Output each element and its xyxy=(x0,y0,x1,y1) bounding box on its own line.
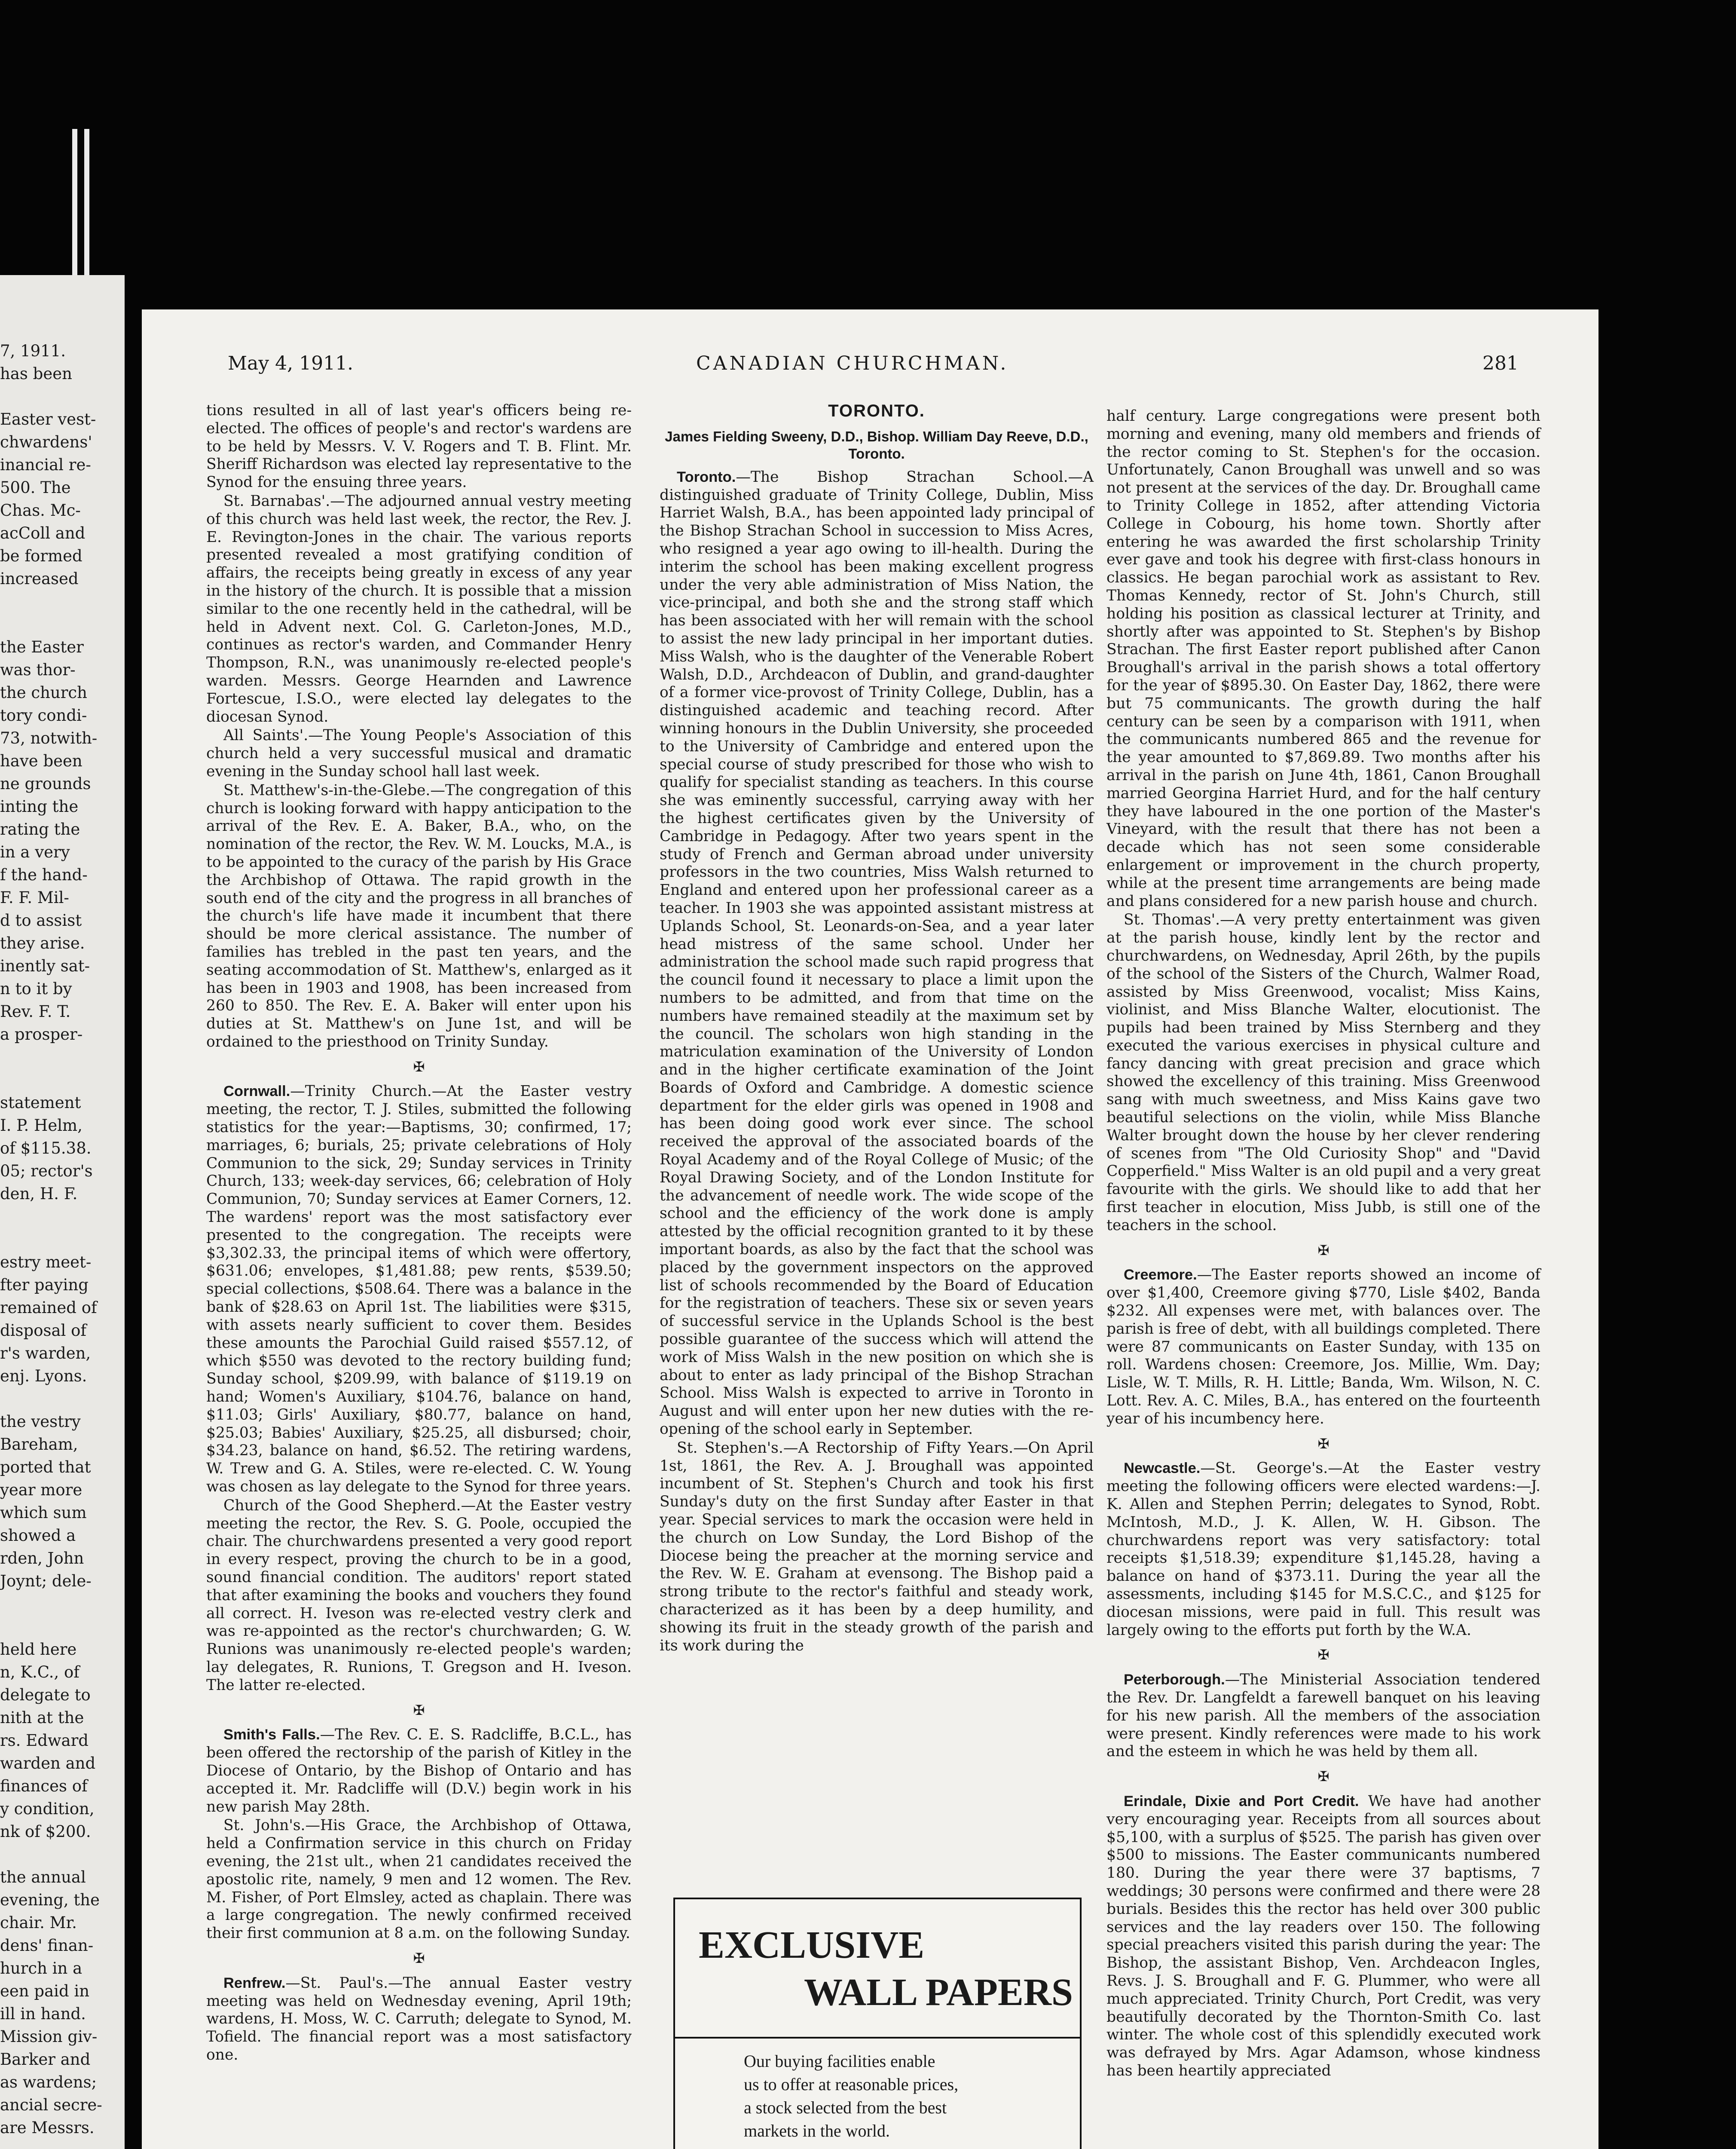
ad-body-line: us to offer at reasonable prices, xyxy=(744,2075,959,2094)
facing-page-line: in a very xyxy=(0,843,70,861)
facing-page-line: finances of xyxy=(0,1777,88,1795)
facing-page-line: of $115.38. xyxy=(0,1139,92,1157)
facing-page-line: remained of xyxy=(0,1298,97,1317)
article-lead: Cornwall. xyxy=(223,1083,290,1100)
facing-page-line: Rev. F. T. xyxy=(0,1002,71,1021)
facing-page-line: rden, John xyxy=(0,1549,84,1567)
facing-page-line: ported that xyxy=(0,1458,91,1476)
facing-page-line: ancial secre- xyxy=(0,2096,102,2114)
facing-page-line: warden and xyxy=(0,1754,96,1772)
article-paragraph: Renfrew.—St. Paul's.—The annual Easter vestry meeting was held on Wednesday evening, April 19th; wardens, H. Moss, W. C. Carruth; delegate to Synod, M. Tofield. The financial report was a most satisfactory one. xyxy=(206,1974,632,2063)
ad-body xyxy=(744,2050,1045,2149)
facing-page-line: r's warden, xyxy=(0,1344,91,1362)
facing-page-line: chwardens' xyxy=(0,433,92,451)
ad-headline: EXCLUSIVE xyxy=(699,1924,925,1966)
column-1 xyxy=(206,402,632,2065)
article-lead: Creemore. xyxy=(1124,1267,1197,1283)
article-paragraph: St. Barnabas'.—The adjourned annual vestry meeting of this church was held last week, the rector, the Rev. J. E. Revington-Jones in the chair. The various reports presented revealed a most gratifying condition of affairs, the receipts being greatly in excess of any year in the history of the church. It is possible that a mission similar to the one recently held in the cathedral, will be held in Advent next. Col. G. Carleton-Jones, M.D., continues as rector's warden, and Commander Henry Thompson, R.N., was unanimously re-elected people's warden. Messrs. George Hearnden and Lawrence Fortescue, I.S.O., were elected lay delegates to the diocesan Synod. xyxy=(206,492,632,726)
article-lead: Newcastle. xyxy=(1124,1460,1201,1477)
facing-page-line: y condition, xyxy=(0,1800,95,1818)
facing-page-line: een paid in xyxy=(0,1982,90,2000)
facing-page-line: Joynt; dele- xyxy=(0,1572,92,1590)
facing-page-line: disposal of xyxy=(0,1321,87,1340)
facing-page-line: n to it by xyxy=(0,980,72,998)
facing-page-line: 05; rector's xyxy=(0,1162,93,1180)
facing-page-line: n, K.C., of xyxy=(0,1663,79,1681)
facing-page-line: inently sat- xyxy=(0,957,90,975)
facing-page-line: chair. Mr. xyxy=(0,1913,77,1932)
facing-page-line: acColl and xyxy=(0,524,86,542)
article-paragraph: Toronto.—The Bishop Strachan School.—A distinguished graduate of Trinity College, Dublin, Miss Harriet Walsh, B.A., has been appointed lady principal of the Bishop Strachan School in succession to Miss Acres, who resigned a year ago owing to ill-health. During the interim the school has been making excellent progress under the very able administration of Miss Nation, the vice-principal, and both she and the strong staff which has been associated with her will remain with the school to assist the new lady principal in her important duties. Miss Walsh, who is the daughter of the Venerable Robert Walsh, D.D., Archdeacon of Dublin, and grand-daughter of a former vice-provost of Trinity College, Dublin, has a distinguished academic and teaching record. After winning honours in the Dublin University, she proceeded to the University of Cambridge and entered upon the special course of study prescribed for those who wish to qualify for specialist standing as teachers. In this course she was eminently successful, carrying away with her the highest certificates given by the University of Cambridge in Pedagogy. After two years spent in the study of French and German abroad under university professors in the two countries, Miss Walsh returned to England and entered upon her professional career as a teacher. In 1903 she was appointed assistant mistress at Uplands School, St. Leonards-on-Sea, and a year later head mistress of the same school. Under her administration the school made such rapid progress that the council found it necessary to place a limit upon the numbers to be admitted, and from that time on the numbers have remained steadily at the maximum set by the council. The scholars won high standing in the matriculation examination of the University of London and in the higher certificate examination of the Joint Boards of Oxford and Cambridge. A domestic science department for the elder girls was opened in 1908 and has been doing good work ever since. The school received the approval of the associated boards of the Royal Academy and of the Royal College of Music; of the Royal Drawing Society, and of the London Institute for the advancement of needle work. The wide scope of the school and the efficiency of the work done is amply attested by the official recognition granted to it by these important boards, as also by the fact that the school was placed by the government inspectors on the approved list of schools recommended by the Board of Education for the registration of teachers. These six or seven years of successful service in the Uplands School is the best possible guarantee of the success which will attend the work of Miss Walsh in the new position on which she is about to enter as lady principal of the Bishop Strachan School. Miss Walsh is expected to arrive in Toronto in August and will enter upon her new duties with the re-opening of the school early in September. xyxy=(660,468,1094,1438)
facing-page-line: nk of $200. xyxy=(0,1822,91,1841)
article-paragraph: tions resulted in all of last year's officers being re-elected. The offices of people's and rector's wardens are to be held by Messrs. V. V. Rogers and T. B. Flint. Mr. Sheriff Richardson was elected lay representative to the Synod for the ensuing three years. xyxy=(206,402,632,491)
facing-page-line: 7, 1911. xyxy=(0,342,66,360)
ad-headline: WALL PAPERS xyxy=(804,1971,1073,2014)
article-paragraph: Peterborough.—The Ministerial Association tendered the Rev. Dr. Langfeldt a farewell banquet on his leaving for his new parish. All the members of the association were present. Kindly references were made to his work and the esteem in which he was held by them all. xyxy=(1106,1671,1540,1760)
binder-bar xyxy=(84,129,89,275)
facing-page-line: rating the xyxy=(0,820,80,839)
column-2 xyxy=(660,400,1094,1656)
article-paragraph: half century. Large congregations were present both morning and evening, many old members and friends of the rector coming to St. Stephen's for the occasion. Unfortunately, Canon Broughall was unwell and so was not present at the services of the day. Dr. Broughall came to Trinity College in 1852, after attending Victoria College in Cobourg, his home town. Shortly after entering he was awarded the first scholarship Trinity ever gave and took his degree with first-class honours in classics. He began parochial work as assistant to Rev. Thomas Kennedy, rector of St. John's Church, still holding his position as classical lecturer at Trinity, and shortly after was appointed to St. Stephen's by Bishop Strachan. The first Easter report published after Canon Broughall's arrival in the parish shows a total offertory for the year of $895.30. On Easter Day, 1862, there were but 75 communicants. The growth during the half century can be seen by a comparison with 1911, when the communicants numbered 865 and the revenue for the year amounted to $7,869.89. Two months after his arrival in the parish on June 4th, 1861, Canon Broughall married Georgina Harriet Hurd, and for the half century they have laboured in the one portion of the Master's Vineyard, with the result that there has not been a decade which has not seen some considerable enlargement or improvement in the church property, while at the present time arrangements are being made and plans considered for a new parish house and church. xyxy=(1106,407,1540,910)
facing-page-line: hurch in a xyxy=(0,1959,83,1978)
ornament: ✠ xyxy=(413,1058,425,1075)
facing-page-line: dens' finan- xyxy=(0,1936,94,1955)
article-paragraph: Smith's Falls.—The Rev. C. E. S. Radcliffe, B.C.L., has been offered the rectorship of the parish of Kitley in the Diocese of Ontario, by the Bishop of Ontario and has accepted it. Mr. Radcliffe will (D.V.) begin work in his new parish May 28th. xyxy=(206,1726,632,1815)
facing-page-line: enj. Lyons. xyxy=(0,1367,87,1385)
facing-page-line: statement xyxy=(0,1093,81,1112)
facing-page-line: year more xyxy=(0,1481,83,1499)
facing-page-line: held here xyxy=(0,1640,77,1659)
facing-page-line: F. F. Mil- xyxy=(0,888,69,907)
facing-page-line: they arise. xyxy=(0,934,85,952)
wallpaper-advertisement xyxy=(673,1898,1082,2149)
ad-body-line: a stock selected from the best xyxy=(744,2098,947,2117)
article-paragraph: St. Thomas'.—A very pretty entertainment was given at the parish house, kindly lent by the rector and churchwardens, on Wednesday, April 26th, by the pupils of the school of the Sisters of the Church, Walmer Road, assisted by Miss Greenwood, vocalist; Miss Kains, violinist, and Miss Blanche Walter, elocutionist. The pupils had been trained by Miss Sternberg and they executed the various exercises in physical culture and fancy dancing with great precision and grace which showed the excellency of this training. Miss Greenwood sang with much sweetness, and Miss Kains gave two beautiful selections on the violin, while Miss Blanche Walter brought down the house by her clever rendering of scenes from "The Old Curiosity Shop" and "David Copperfield." Miss Walter is an old pupil and a very great favourite with the girls. We should like to add that her first teacher in elocution, Miss Jubb, is still one of the teachers in the school. xyxy=(1106,911,1540,1234)
article-paragraph: St. Matthew's-in-the-Glebe.—The congregation of this church is looking forward with happy anticipation to the arrival of the Rev. E. A. Baker, B.A., who, on the nomination of the rector, the Rev. W. M. Loucks, M.A., is to be appointed to the curacy of the parish by His Grace the Archbishop of Ottawa. The rapid growth in the south end of the city and the progress in all branches of the church's life have made it incumbent that there should be more clerical assistance. The number of families has trebled in the past ten years, and the seating accommodation of St. Matthew's, enlarged as it has been in 1903 and 1908, has been increased from 260 to 850. The Rev. E. A. Baker will enter upon his duties at St. Matthew's on June 1st, and will be ordained to the priesthood on Trinity Sunday. xyxy=(206,781,632,1050)
facing-page-line: be formed xyxy=(0,547,83,565)
facing-page-line: Bareham, xyxy=(0,1435,78,1454)
issue-date: May 4, 1911. xyxy=(228,352,354,374)
facing-page-line: estry meet- xyxy=(0,1253,92,1271)
article-lead: Renfrew. xyxy=(223,1975,286,1991)
facing-page-line: inancial re- xyxy=(0,456,91,474)
facing-page-line: the annual xyxy=(0,1868,86,1886)
article-lead: Toronto. xyxy=(677,468,736,485)
facing-page-fragment xyxy=(0,275,125,2149)
newspaper-page xyxy=(142,309,1598,2149)
ornament: ✠ xyxy=(1317,1242,1330,1258)
ornament: ✠ xyxy=(1317,1435,1330,1452)
binder-bar xyxy=(72,129,77,275)
ornament: ✠ xyxy=(413,1950,425,1966)
facing-page-line: rs. Edward xyxy=(0,1731,89,1750)
masthead: CANADIAN CHURCHMAN. xyxy=(696,352,1009,374)
facing-page-line: which sum xyxy=(0,1503,87,1522)
facing-page-line: inting the xyxy=(0,797,79,816)
facing-page-line: 500. The xyxy=(0,478,71,497)
facing-page-line: increased xyxy=(0,569,79,588)
ornament: ✠ xyxy=(1317,1647,1330,1663)
facing-page-line: showed a xyxy=(0,1526,76,1545)
ornament: ✠ xyxy=(413,1702,425,1718)
article-paragraph: Church of the Good Shepherd.—At the Easter vestry meeting the rector, the Rev. S. G. Poole, occupied the chair. The churchwardens presented a very good report in every respect, proving the church to be in a good, sound financial condition. The auditors' report stated that after examining the books and vouchers they found all correct. H. Iveson was re-elected vestry clerk and was re-appointed as the rector's churchwarden; G. W. Runions was unanimously re-elected people's warden; lay delegates, R. Runions, T. Gregson and H. Iveson. The latter re-elected. xyxy=(206,1497,632,1694)
article-lead: Erindale, Dixie and Port Credit. xyxy=(1124,1793,1359,1809)
article-paragraph: Creemore.—The Easter reports showed an income of over $1,400, Creemore giving $770, Lisle $402, Banda $232. All expenses were met, with balances over. The parish is free of debt, with all buildings completed. There were 87 communicants on Easter Sunday, with 135 on roll. Wardens chosen: Creemore, Jos. Millie, Wm. Day; Lisle, W. T. Mills, R. H. Little; Banda, Wm. Wilson, N. C. Lott. Rev. A. C. Miles, B.A., has entered on the fourteenth year of his incumbency here. xyxy=(1106,1266,1540,1427)
ad-divider xyxy=(675,2037,1080,2039)
article-lead: Smith's Falls. xyxy=(223,1727,320,1743)
facing-page-line: delegate to xyxy=(0,1686,91,1704)
facing-page-line: has been xyxy=(0,364,72,383)
facing-page-line: ill in hand. xyxy=(0,2005,86,2023)
facing-page-line: ne grounds xyxy=(0,774,91,793)
article-paragraph: St. Stephen's.—A Rectorship of Fifty Years.—On April 1st, 1861, the Rev. A. J. Broughall was appointed incumbent of St. Stephen's Church and took his first Sunday's duty on the first Sunday after Easter in that year. Special services to mark the occasion were held in the church on Low Sunday, the Lord Bishop of the Diocese being the preacher at the morning service and the Rev. W. E. Graham at evensong. The Bishop paid a strong tribute to the rector's faithful and steady work, characterized as it has been by a deep humility, and showing its fruit in the steady growth of the parish and its work during the xyxy=(660,1439,1094,1654)
article-paragraph: Cornwall.—Trinity Church.—At the Easter vestry meeting, the rector, T. J. Stiles, submitted the following statistics for the year:—Baptisms, 30; confirmed, 17; marriages, 6; burials, 25; private celebrations of Holy Communion to the sick, 29; Sunday services in Trinity Church, 133; week-day services, 66; celebration of Holy Communion, 70; Sunday services at Eamer Corners, 12. The wardens' report was the most satisfactory ever presented to the congregation. The receipts were $3,302.33, the principal items of which were offertory, $631.06; envelopes, $1,481.88; pew rents, $539.50; special collections, $508.64. There was a balance in the bank of $28.63 on April 1st. The liabilities were $315, with assets nearly sufficient to cover them. Besides these amounts the Parochial Guild raised $557.12, of which $550 was devoted to the rectory building fund; Sunday school, $209.99, with balance of $119.19 on hand; Women's Auxiliary, $104.76, balance on hand, $11.03; Girls' Auxiliary, $80.77, balance on hand, $25.03; Babies' Auxiliary, $25.25, all disbursed; choir, $34.23, balance on hand, $6.52. The retiring wardens, W. Trew and G. A. Stiles, were re-elected. C. W. Young was chosen as lay delegate to the Synod for three years. xyxy=(206,1083,632,1496)
facing-page-line: a prosper- xyxy=(0,1025,83,1044)
facing-page-line: the vestry xyxy=(0,1412,81,1431)
column-3 xyxy=(1106,407,1540,2081)
bishops-line: James Fielding Sweeny, D.D., Bishop. William Day Reeve, D.D., Toronto. xyxy=(665,428,1088,462)
facing-page-line: den, H. F. xyxy=(0,1185,78,1203)
facing-page-line: 73, notwith- xyxy=(0,729,98,747)
page-number: 281 xyxy=(1482,352,1519,374)
article-paragraph: Newcastle.—St. George's.—At the Easter vestry meeting the following officers were elected wardens:—J. K. Allen and Stephen Perrin; delegates to Synod, Robt. McIntosh, M.D., J. K. Allen, W. H. Gibson. The churchwardens report was very satisfactory: total receipts $1,518.39; expenditure $1,145.28, having a balance on hand of $373.11. During the year all the assessments, including $145 for M.S.C.C., and $125 for diocesan missions, were paid in full. This result was largely owing to the efforts put forth by the W.A. xyxy=(1106,1460,1540,1639)
facing-page-line: as wardens; xyxy=(0,2073,97,2091)
facing-page-line: nith at the xyxy=(0,1708,84,1727)
facing-page-line: was thor- xyxy=(0,661,76,679)
facing-page-line: tory condi- xyxy=(0,706,87,725)
facing-page-line: f the hand- xyxy=(0,866,88,884)
ad-body-line: markets in the world. xyxy=(744,2121,890,2140)
facing-page-line: the Easter xyxy=(0,638,84,656)
ad-body-line: Our buying facilities enable xyxy=(744,2051,935,2071)
section-heading: TORONTO. xyxy=(828,401,925,420)
ornament: ✠ xyxy=(1317,1768,1330,1785)
article-lead: Peterborough. xyxy=(1124,1671,1225,1688)
facing-page-line: Mission giv- xyxy=(0,2027,98,2046)
facing-page-line: Easter vest- xyxy=(0,410,96,429)
facing-page-line: Barker and xyxy=(0,2050,91,2069)
article-paragraph: All Saints'.—The Young People's Association of this church held a very successful musical and dramatic evening in the Sunday school hall last week. xyxy=(206,727,632,780)
article-paragraph: St. John's.—His Grace, the Archbishop of Ottawa, held a Confirmation service in this church on Friday evening, the 21st ult., when 21 candidates received the apostolic rite, namely, 9 men and 12 women. The Rev. M. Fisher, of Port Elmsley, acted as chaplain. There was a large congregation. The newly confirmed received their first communion at 8 a.m. on the following Sunday. xyxy=(206,1817,632,1942)
facing-page-line: Chas. Mc- xyxy=(0,501,81,520)
facing-page-line: have been xyxy=(0,752,83,770)
facing-page-line: evening, the xyxy=(0,1891,100,1909)
article-paragraph: Erindale, Dixie and Port Credit. We have had another very encouraging year. Receipts from all sources about $5,100, with a surplus of $525. The parish has given over $500 to missions. The Easter communicants numbered 180. During the year there were 37 baptisms, 7 weddings; 30 persons were confirmed and there were 28 burials. Besides this the rector has held over 300 public services and the lay readers over 150. The following special preachers visited this parish during the year: The Bishop, the assistant Bishop, Ven. Archdeacon Ingles, Revs. J. S. Broughall and F. G. Plummer, who were all much appreciated. Trinity Church, Port Credit, was very beautifully decorated by the Thornton-Smith Co. last winter. The whole cost of this splendidly executed work was defrayed by Mrs. Agar Adamson, whose kindness has been heartily appreciated xyxy=(1106,1792,1540,2079)
facing-page-line: d to assist xyxy=(0,911,82,930)
facing-page-line: the church xyxy=(0,683,87,702)
facing-page-line: I. P. Helm, xyxy=(0,1116,83,1135)
facing-page-line: fter paying xyxy=(0,1276,89,1294)
facing-page-line: are Messrs. xyxy=(0,2118,95,2137)
